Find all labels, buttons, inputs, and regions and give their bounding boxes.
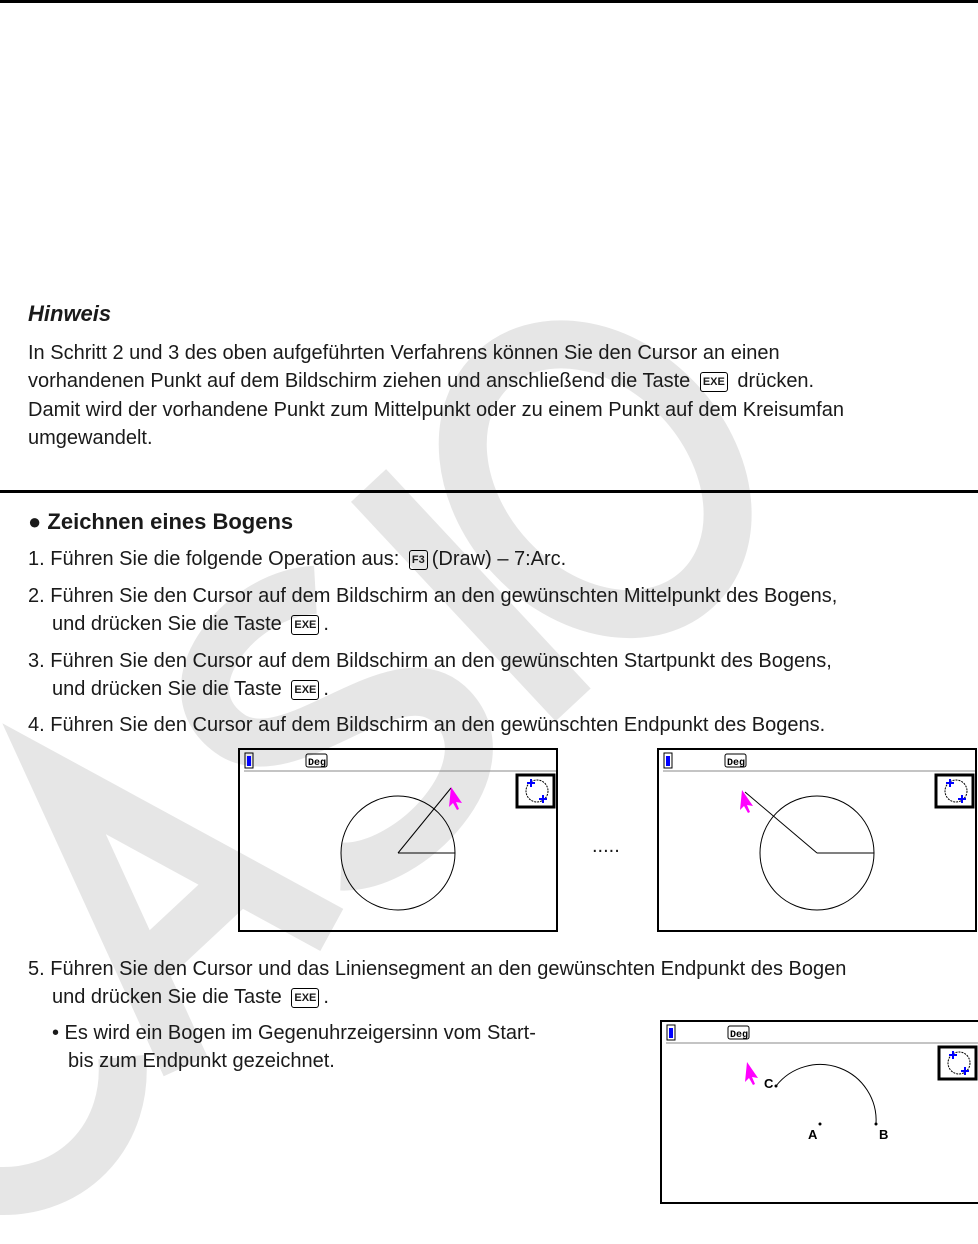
bullet-line: bis zum Endpunkt gezeichnet. [68, 1050, 335, 1072]
screen-graphic [240, 750, 556, 930]
calc-screen-1 [238, 748, 558, 932]
step-4: 4. Führen Sie den Cursor auf dem Bildschirm an den gewünschten Endpunkt des Bogens. [28, 714, 826, 736]
step-1: 1. Führen Sie die folgende Operation aus: F3 (Draw) – 7:Arc. [28, 548, 567, 570]
exe-key: EXE [291, 988, 319, 1008]
calc-screen-3 [660, 1020, 978, 1204]
section-rule [0, 490, 978, 493]
note-line: vorhandenen Punkt auf dem Bildschirm ziehen und anschließend die Taste EXE drücken. [28, 370, 815, 392]
top-rule [0, 0, 978, 3]
bullet-line: • Es wird ein Bogen im Gegenuhrzeigersinn vom Start- [52, 1022, 536, 1044]
step-3: 3. Führen Sie den Cursor auf dem Bildschirm an den gewünschten Startpunkt des Bogens, [28, 650, 832, 672]
note-title: Hinweis [28, 301, 112, 326]
svg-text:Deg: Deg [730, 1030, 749, 1041]
step-5: 5. Führen Sie den Cursor und das Liniensegment an den gewünschten Endpunkt des Bogen [28, 958, 847, 980]
svg-text:Deg: Deg [308, 758, 327, 769]
f3-key: F3 [409, 550, 428, 570]
point-c-label: C [764, 1076, 774, 1091]
note-line: In Schritt 2 und 3 des oben aufgeführten Verfahrens können Sie den Cursor an einen [28, 342, 780, 364]
exe-key: EXE [291, 680, 319, 700]
calc-screen-2 [657, 748, 977, 932]
point-a-label: A [808, 1127, 818, 1142]
note-line: Damit wird der vorhandene Punkt zum Mittelpunkt oder zu einem Punkt auf dem Kreisumfan [28, 399, 844, 421]
step-2: 2. Führen Sie den Cursor auf dem Bildschirm an den gewünschten Mittelpunkt des Bogens, [28, 585, 838, 607]
step-5-cont: und drücken Sie die Taste EXE . [52, 986, 329, 1008]
screen-graphic [659, 750, 975, 930]
section-heading: ● Zeichnen eines Bogens [28, 509, 294, 534]
ellipsis: ..... [592, 835, 620, 857]
exe-key: EXE [291, 615, 319, 635]
exe-key: EXE [700, 372, 728, 392]
screen-graphic [662, 1022, 978, 1202]
note-line: umgewandelt. [28, 427, 153, 449]
point-b-label: B [879, 1127, 889, 1142]
svg-text:Deg: Deg [727, 758, 746, 769]
step-3-cont: und drücken Sie die Taste EXE . [52, 678, 329, 700]
step-2-cont: und drücken Sie die Taste EXE . [52, 613, 329, 635]
